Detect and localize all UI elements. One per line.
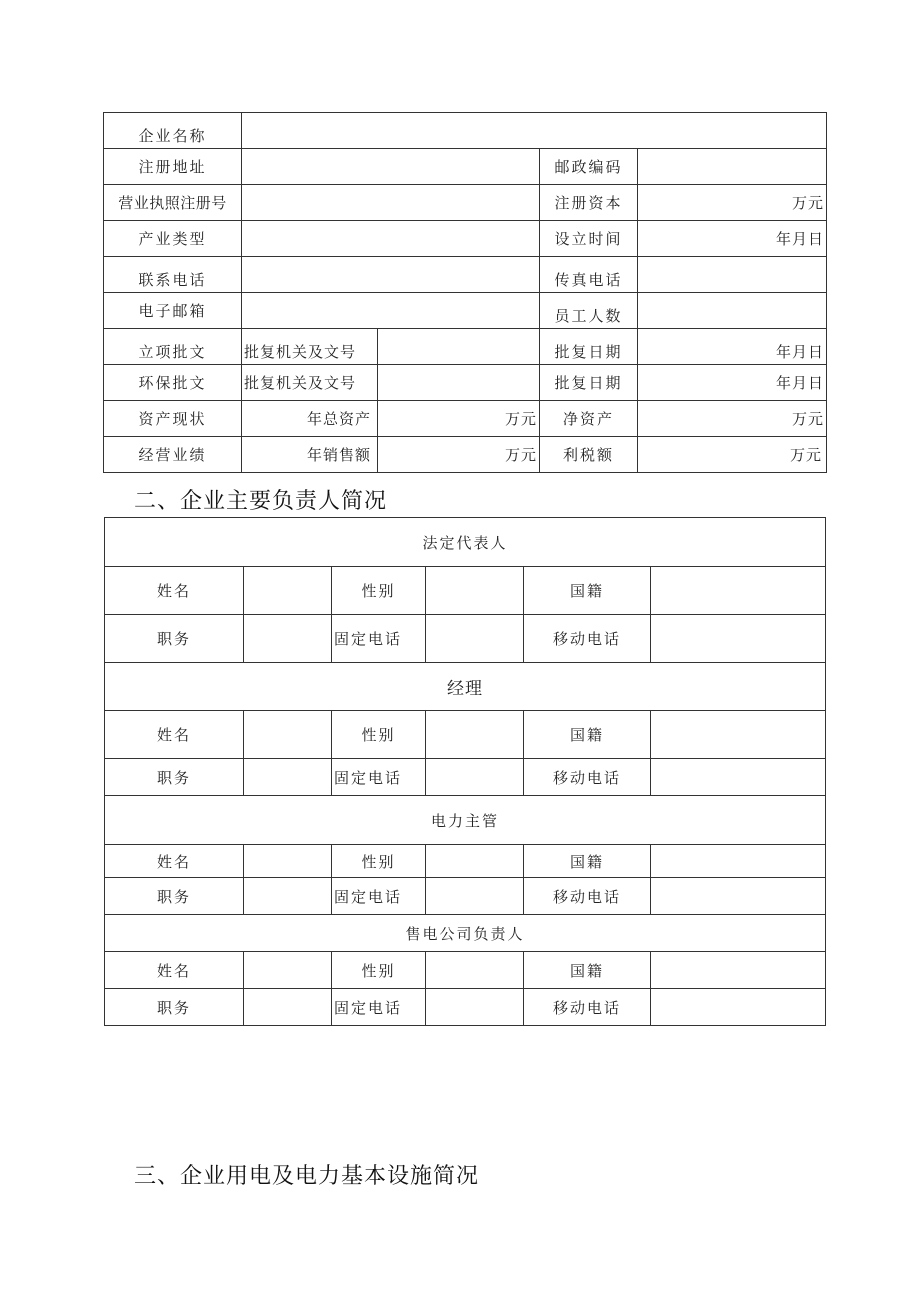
field-power-supervisor-landline[interactable] bbox=[426, 878, 524, 915]
label-approval: 立项批文 bbox=[104, 329, 242, 365]
field-manager-nationality[interactable] bbox=[651, 711, 826, 759]
label-address: 注册地址 bbox=[104, 149, 242, 185]
field-legal-rep-position[interactable] bbox=[244, 615, 332, 663]
label-staff: 员工人数 bbox=[540, 293, 638, 329]
label-performance: 经营业绩 bbox=[104, 437, 242, 473]
field-postcode[interactable] bbox=[638, 149, 827, 185]
field-sales-head-mobile[interactable] bbox=[651, 989, 826, 1026]
label-capital: 注册资本 bbox=[540, 185, 638, 221]
row-legal-rep-position bbox=[105, 615, 826, 663]
row-approval bbox=[104, 329, 827, 365]
row-performance bbox=[104, 437, 827, 473]
field-manager-gender[interactable] bbox=[426, 711, 524, 759]
label-name: 姓名 bbox=[105, 952, 244, 989]
label-position: 职务 bbox=[105, 989, 244, 1026]
field-power-supervisor-name[interactable] bbox=[244, 845, 332, 878]
field-email[interactable] bbox=[242, 293, 540, 329]
label-gender: 性别 bbox=[332, 711, 426, 759]
group-title-manager: 经理 bbox=[105, 663, 826, 711]
label-name: 姓名 bbox=[105, 845, 244, 878]
field-address[interactable] bbox=[242, 149, 540, 185]
group-title-legal-rep: 法定代表人 bbox=[105, 518, 826, 567]
field-power-supervisor-position[interactable] bbox=[244, 878, 332, 915]
label-position: 职务 bbox=[105, 759, 244, 796]
field-industry[interactable] bbox=[242, 221, 540, 257]
row-power-supervisor-position bbox=[105, 878, 826, 915]
label-postcode: 邮政编码 bbox=[540, 149, 638, 185]
label-gender: 性别 bbox=[332, 845, 426, 878]
row-sales-head-name bbox=[105, 952, 826, 989]
field-manager-landline[interactable] bbox=[426, 759, 524, 796]
row-industry bbox=[104, 221, 827, 257]
label-founded: 设立时间 bbox=[540, 221, 638, 257]
label-email: 电子邮箱 bbox=[104, 293, 242, 329]
field-env-authority[interactable] bbox=[378, 365, 540, 401]
row-legal-rep-name bbox=[105, 567, 826, 615]
section-2-title: 二、企业主要负责人简况 bbox=[134, 489, 388, 514]
label-enterprise-name: 企业名称 bbox=[104, 113, 242, 149]
group-title-power-supervisor: 电力主管 bbox=[105, 796, 826, 845]
label-landline: 固定电话 bbox=[332, 759, 426, 796]
leaders-table bbox=[104, 517, 826, 1026]
row-assets bbox=[104, 401, 827, 437]
label-approval-date: 批复日期 bbox=[540, 329, 638, 365]
label-phone: 联系电话 bbox=[104, 257, 242, 293]
label-nationality: 国籍 bbox=[524, 711, 651, 759]
label-landline: 固定电话 bbox=[332, 989, 426, 1026]
field-manager-position[interactable] bbox=[244, 759, 332, 796]
field-fax[interactable] bbox=[638, 257, 827, 293]
field-power-supervisor-nationality[interactable] bbox=[651, 845, 826, 878]
label-assets: 资产现状 bbox=[104, 401, 242, 437]
field-sales-head-position[interactable] bbox=[244, 989, 332, 1026]
field-profit-tax[interactable]: 万元 bbox=[638, 437, 827, 473]
label-mobile: 移动电话 bbox=[524, 878, 651, 915]
field-net-assets[interactable]: 万元 bbox=[638, 401, 827, 437]
label-nationality: 国籍 bbox=[524, 952, 651, 989]
label-profit-tax: 利税额 bbox=[540, 437, 638, 473]
row-sales-head-position bbox=[105, 989, 826, 1026]
field-manager-name[interactable] bbox=[244, 711, 332, 759]
field-phone[interactable] bbox=[242, 257, 540, 293]
row-phone bbox=[104, 257, 827, 293]
enterprise-basic-table bbox=[103, 112, 827, 473]
row-enterprise-name bbox=[104, 113, 827, 149]
section-3-title: 三、企业用电及电力基本设施简况 bbox=[134, 1164, 480, 1189]
field-sales-head-nationality[interactable] bbox=[651, 952, 826, 989]
label-license: 营业执照注册号 bbox=[104, 185, 242, 221]
field-sales-head-landline[interactable] bbox=[426, 989, 524, 1026]
row-license bbox=[104, 185, 827, 221]
label-position: 职务 bbox=[105, 878, 244, 915]
field-legal-rep-landline[interactable] bbox=[426, 615, 524, 663]
label-name: 姓名 bbox=[105, 711, 244, 759]
label-gender: 性别 bbox=[332, 567, 426, 615]
group-header-legal-rep bbox=[105, 518, 826, 567]
field-approval-authority[interactable] bbox=[378, 329, 540, 365]
field-legal-rep-name[interactable] bbox=[244, 567, 332, 615]
label-fax: 传真电话 bbox=[540, 257, 638, 293]
label-mobile: 移动电话 bbox=[524, 759, 651, 796]
group-header-manager bbox=[105, 663, 826, 711]
field-sales-head-name[interactable] bbox=[244, 952, 332, 989]
label-nationality: 国籍 bbox=[524, 567, 651, 615]
label-net-assets: 净资产 bbox=[540, 401, 638, 437]
row-power-supervisor-name bbox=[105, 845, 826, 878]
label-total-assets: 年总资产 bbox=[242, 401, 378, 437]
label-position: 职务 bbox=[105, 615, 244, 663]
group-title-sales-head: 售电公司负责人 bbox=[105, 915, 826, 952]
row-env-approval bbox=[104, 365, 827, 401]
label-landline: 固定电话 bbox=[332, 878, 426, 915]
row-email bbox=[104, 293, 827, 329]
label-industry: 产业类型 bbox=[104, 221, 242, 257]
field-legal-rep-gender[interactable] bbox=[426, 567, 524, 615]
label-landline: 固定电话 bbox=[332, 615, 426, 663]
field-staff[interactable] bbox=[638, 293, 827, 329]
field-capital[interactable]: 万元 bbox=[638, 185, 827, 221]
label-approval-authority: 批复机关及文号 bbox=[242, 329, 378, 365]
group-header-power-supervisor bbox=[105, 796, 826, 845]
field-env-date[interactable]: 年月日 bbox=[638, 365, 827, 401]
label-nationality: 国籍 bbox=[524, 845, 651, 878]
label-gender: 性别 bbox=[332, 952, 426, 989]
field-manager-mobile[interactable] bbox=[651, 759, 826, 796]
label-sales: 年销售额 bbox=[242, 437, 378, 473]
field-power-supervisor-mobile[interactable] bbox=[651, 878, 826, 915]
row-manager-name bbox=[105, 711, 826, 759]
label-env-date: 批复日期 bbox=[540, 365, 638, 401]
field-legal-rep-nationality[interactable] bbox=[651, 567, 826, 615]
field-total-assets[interactable]: 万元 bbox=[378, 401, 540, 437]
row-manager-position bbox=[105, 759, 826, 796]
label-mobile: 移动电话 bbox=[524, 989, 651, 1026]
field-approval-date[interactable]: 年月日 bbox=[638, 329, 827, 365]
label-env-approval: 环保批文 bbox=[104, 365, 242, 401]
field-enterprise-name[interactable] bbox=[242, 113, 827, 149]
field-sales[interactable]: 万元 bbox=[378, 437, 540, 473]
field-sales-head-gender[interactable] bbox=[426, 952, 524, 989]
field-legal-rep-mobile[interactable] bbox=[651, 615, 826, 663]
row-address bbox=[104, 149, 827, 185]
field-power-supervisor-gender[interactable] bbox=[426, 845, 524, 878]
label-env-authority: 批复机关及文号 bbox=[242, 365, 378, 401]
label-name: 姓名 bbox=[105, 567, 244, 615]
field-founded[interactable]: 年月日 bbox=[638, 221, 827, 257]
group-header-sales-head bbox=[105, 915, 826, 952]
field-license[interactable] bbox=[242, 185, 540, 221]
label-mobile: 移动电话 bbox=[524, 615, 651, 663]
